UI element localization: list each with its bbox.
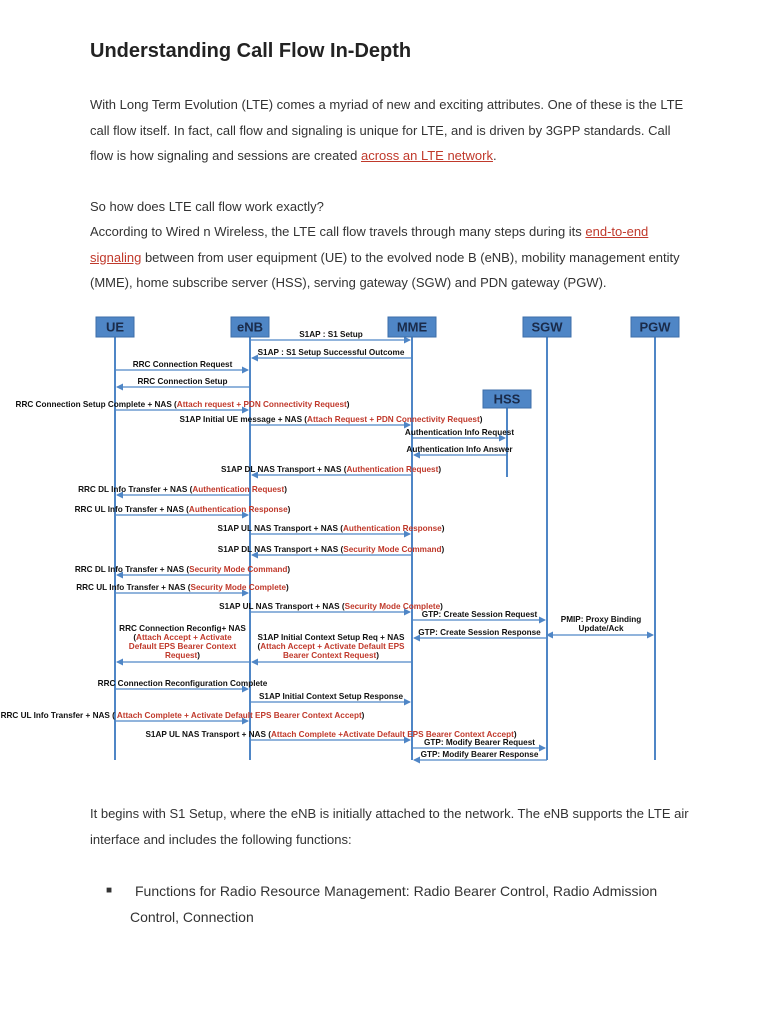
message-label: S1AP DL NAS Transport + NAS (Authentication Request) [220,465,442,474]
intro-paragraph [90,92,690,169]
node-label-sgw: SGW [531,319,563,335]
message-label: (Attach Accept + Activate [133,633,232,642]
intro-text-end: . [492,148,497,163]
message-label: RRC Connection Request [132,360,233,369]
article-title: Understanding Call Flow In-Depth [90,40,412,62]
lte-network-link[interactable]: across an LTE network [360,148,493,163]
message-label: RRC UL Info Transfer + NAS ( Attach Complete + Activate Default EPS Bearer Context Accept) [0,711,365,720]
message-label: S1AP UL NAS Transport + NAS (Attach Complete +Activate Default EPS Bearer Context Accept) [145,730,517,739]
message-label: Request) [164,651,201,660]
message-label: (Attach Accept + Activate Default EPS [257,642,405,651]
bullet-marker: ■ [106,885,113,896]
message-label: S1AP Initial UE message + NAS (Attach Request + PDN Connectivity Request) [179,415,483,424]
message-label: RRC DL Info Transfer + NAS (Authentication Request) [78,485,287,494]
message-label: RRC UL Info Transfer + NAS (Security Mode Complete) [76,583,289,592]
message-label: RRC Connection Setup Complete + NAS (Attach request + PDN Connectivity Request) [15,400,350,409]
node-label-ue: UE [105,319,125,335]
message-label: Authentication Info Answer [406,445,513,454]
message-label: PMIP: Proxy Binding [560,615,642,624]
message-label: S1AP DL NAS Transport + NAS (Security Mode Command) [217,545,445,554]
message-label: GTP: Modify Bearer Request [423,738,536,747]
intro-text: With Long Term Evolution (LTE) comes a myriad of new and exciting attributes. One of these is the LTE call flow itself. In fact, call flow and signaling is unique for LTE, and is driven by 3GPP standards. Call flow is how signaling and sessions are created [90,97,684,163]
message-label: Bearer Context Request) [282,651,380,660]
message-label: GTP: Modify Bearer Response [420,750,539,759]
node-label-hss: HSS [493,391,521,407]
node-label-enb: eNB [236,319,264,335]
message-label: RRC DL Info Transfer + NAS (Security Mode Command) [74,565,291,574]
message-label: GTP: Create Session Response [418,628,541,637]
message-label: GTP: Create Session Request [421,610,538,619]
according-paragraph [90,219,690,296]
message-label: S1AP Initial Context Setup Req + NAS [257,633,405,642]
end-to-end-signaling-link[interactable]: end-to-end signaling [90,224,649,265]
message-label: S1AP Initial Context Setup Response [258,692,404,701]
question-paragraph: So how does LTE call flow work exactly? [90,199,324,214]
message-label: S1AP : S1 Setup [299,330,363,339]
message-label: RRC UL Info Transfer + NAS (Authentication Response) [74,505,291,514]
message-label: RRC Connection Reconfig+ NAS [119,624,246,633]
message-label: S1AP : S1 Setup Successful Outcome [257,348,405,357]
node-label-pgw: PGW [639,319,671,335]
message-label: S1AP UL NAS Transport + NAS (Authentication Response) [217,524,445,533]
message-label: Authentication Info Request [404,428,515,437]
message-label: Default EPS Bearer Context [128,642,237,651]
bullet-item [106,878,672,930]
message-label: RRC Connection Setup [137,377,228,386]
bullet-text: Functions for Radio Resource Management: Radio Bearer Control, Radio Admission Control, Connection [130,883,658,925]
according-text: According to Wired n Wireless, the LTE call flow travels through many steps during its [90,224,586,239]
message-label: Update/Ack [578,624,624,633]
lte-call-flow-diagram [0,312,695,767]
node-label-mme: MME [396,319,428,335]
message-label: RRC Connection Reconfiguration Complete [97,679,268,688]
according-text-end: between from user equipment (UE) to the evolved node B (eNB), mobility management entity (MME), home subscribe server (HSS), serving gateway (SGW) and PDN gateway (PGW). [90,249,680,290]
s1-setup-paragraph: It begins with S1 Setup, where the eNB is initially attached to the network. The eNB supports the LTE air interface and includes the following functions: [90,806,689,847]
message-label: S1AP UL NAS Transport + NAS (Security Mode Complete) [219,602,443,611]
